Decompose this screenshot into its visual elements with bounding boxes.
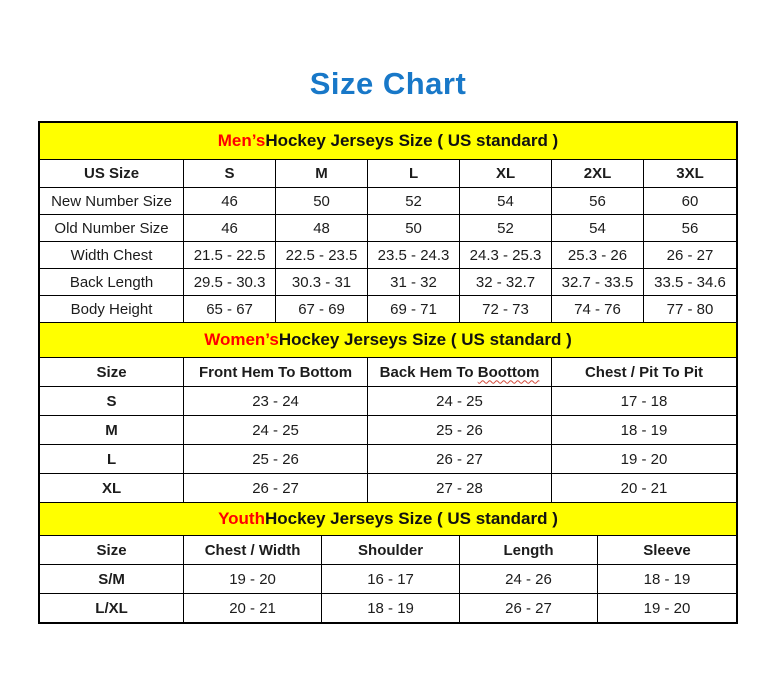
column-header: Chest / Pit To Pit (584, 363, 704, 381)
size-value-cell: 25 - 26 (184, 445, 368, 473)
size-value-cell: 24 - 26 (460, 565, 598, 593)
table-row (40, 296, 736, 323)
column-header: Size (40, 536, 184, 564)
size-chart-table (38, 121, 738, 624)
column-header: Shoulder (322, 536, 460, 564)
table-row (40, 215, 736, 242)
size-value-cell: 24 - 25 (184, 416, 368, 444)
row-label: Old Number Size (40, 215, 184, 241)
size-value-cell: 31 - 32 (368, 269, 460, 295)
size-value-cell: 25.3 - 26 (552, 242, 644, 268)
table-row (40, 269, 736, 296)
table-row (40, 188, 736, 215)
youth-banner-highlight: Youth (218, 509, 265, 528)
size-value-cell: 26 - 27 (666, 246, 714, 264)
row-label: M (40, 416, 184, 444)
size-value-cell: 56 (552, 188, 644, 214)
size-value-cell: 56 (681, 219, 699, 237)
row-label: L/XL (40, 594, 184, 622)
size-value-cell: 32.7 - 33.5 (552, 269, 644, 295)
womens-banner-text: Hockey Jerseys Size ( US standard ) (278, 330, 572, 349)
spellcheck-wavy-word: Boottom (477, 363, 540, 381)
size-value-cell: 26 - 27 (368, 445, 552, 473)
column-header: S (184, 160, 276, 187)
size-value-cell: 46 (184, 188, 276, 214)
size-value-cell: 24 - 25 (368, 387, 552, 415)
youth-banner-text: Hockey Jerseys Size ( US standard ) (264, 509, 558, 528)
row-label: L (40, 445, 184, 473)
mens-header-row (40, 160, 736, 188)
size-value-cell: 19 - 20 (184, 565, 322, 593)
size-value-cell: 29.5 - 30.3 (184, 269, 276, 295)
size-value-cell: 60 (681, 192, 699, 210)
size-value-cell: 30.3 - 31 (276, 269, 368, 295)
column-header: US Size (40, 160, 184, 187)
size-value-cell: 54 (460, 188, 552, 214)
row-label: S (40, 387, 184, 415)
table-row (40, 474, 736, 503)
size-value-cell: 52 (368, 188, 460, 214)
size-value-cell: 32 - 32.7 (460, 269, 552, 295)
column-header: 2XL (552, 160, 644, 187)
size-value-cell: 21.5 - 22.5 (184, 242, 276, 268)
womens-banner-highlight: Women’s (204, 330, 279, 349)
column-header: XL (460, 160, 552, 187)
size-value-cell: 22.5 - 23.5 (276, 242, 368, 268)
size-value-cell: 20 - 21 (184, 594, 322, 622)
column-header: M (276, 160, 368, 187)
size-value-cell: 27 - 28 (368, 474, 552, 502)
page-title: Size Chart (309, 66, 467, 101)
column-header-misspelled (368, 358, 552, 386)
table-row (40, 416, 736, 445)
row-label: Back Length (40, 269, 184, 295)
size-value-cell: 20 - 21 (620, 479, 668, 497)
size-value-cell: 18 - 19 (620, 421, 668, 439)
size-value-cell: 69 - 71 (368, 296, 460, 322)
row-label: Body Height (40, 296, 184, 322)
size-value-cell: 26 - 27 (184, 474, 368, 502)
size-value-cell: 72 - 73 (460, 296, 552, 322)
youth-header-row (40, 536, 736, 565)
size-value-cell: 23.5 - 24.3 (368, 242, 460, 268)
table-row (40, 565, 736, 594)
mens-banner-highlight: Men’s (217, 131, 266, 150)
size-value-cell: 50 (276, 188, 368, 214)
size-value-cell: 52 (460, 215, 552, 241)
column-header: L (368, 160, 460, 187)
youth-section-banner (40, 503, 736, 536)
size-value-cell: 23 - 24 (184, 387, 368, 415)
size-value-cell: 16 - 17 (322, 565, 460, 593)
size-value-cell: 17 - 18 (620, 392, 668, 410)
row-label: XL (40, 474, 184, 502)
womens-section-banner (40, 323, 736, 358)
column-header: 3XL (676, 165, 704, 182)
header-text: Back Hem To (379, 363, 478, 381)
table-row (40, 594, 736, 622)
row-label: Width Chest (40, 242, 184, 268)
size-value-cell: 25 - 26 (368, 416, 552, 444)
size-value-cell: 46 (184, 215, 276, 241)
column-header: Size (40, 358, 184, 386)
size-value-cell: 77 - 80 (666, 300, 714, 318)
size-value-cell: 18 - 19 (643, 570, 691, 588)
mens-section-banner (40, 123, 736, 160)
column-header: Chest / Width (184, 536, 322, 564)
row-label: New Number Size (40, 188, 184, 214)
table-row (40, 387, 736, 416)
size-value-cell: 18 - 19 (322, 594, 460, 622)
size-value-cell: 65 - 67 (184, 296, 276, 322)
size-value-cell: 26 - 27 (460, 594, 598, 622)
size-value-cell: 33.5 - 34.6 (654, 273, 726, 291)
column-header: Sleeve (643, 541, 691, 559)
table-row (40, 242, 736, 269)
table-row (40, 445, 736, 474)
size-value-cell: 74 - 76 (552, 296, 644, 322)
mens-banner-text: Hockey Jerseys Size ( US standard ) (265, 131, 559, 150)
column-header: Front Hem To Bottom (184, 358, 368, 386)
size-value-cell: 19 - 20 (620, 450, 668, 468)
size-value-cell: 48 (276, 215, 368, 241)
size-value-cell: 50 (368, 215, 460, 241)
size-value-cell: 19 - 20 (643, 599, 691, 617)
womens-header-row (40, 358, 736, 387)
size-value-cell: 67 - 69 (276, 296, 368, 322)
size-value-cell: 24.3 - 25.3 (460, 242, 552, 268)
column-header: Length (460, 536, 598, 564)
size-value-cell: 54 (552, 215, 644, 241)
row-label: S/M (40, 565, 184, 593)
